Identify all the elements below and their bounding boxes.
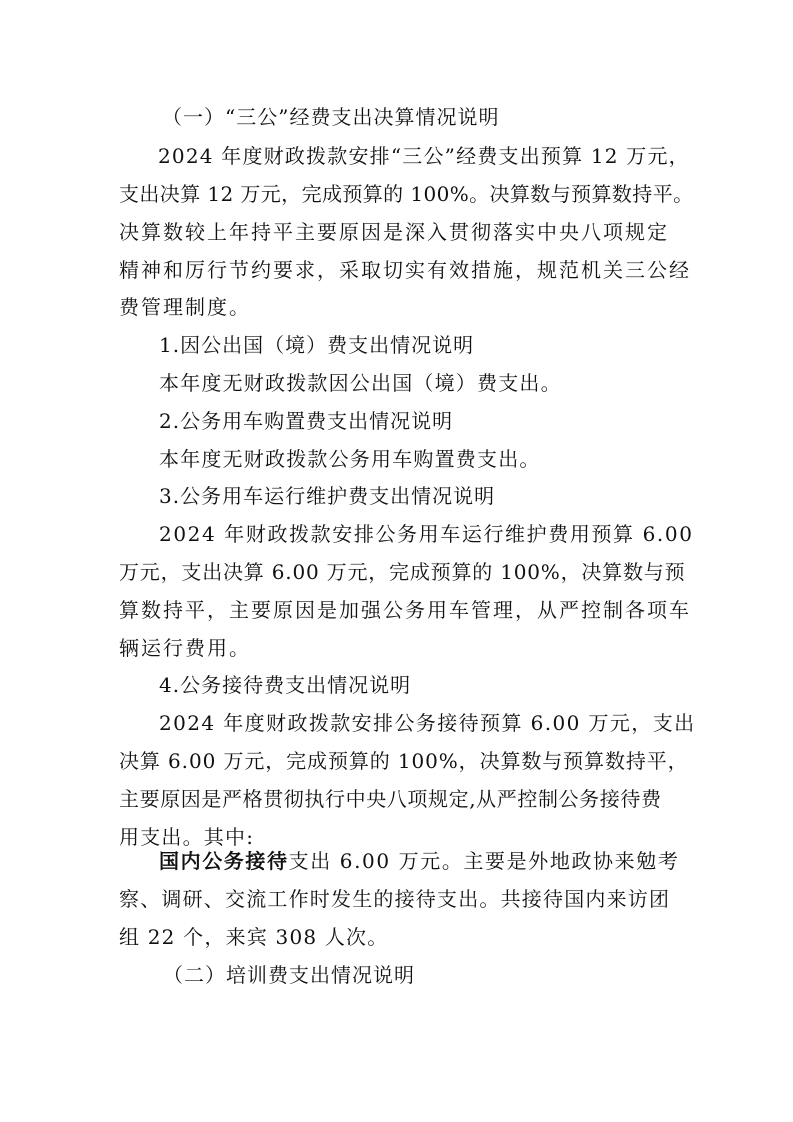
section-heading-training: （二）培训费支出情况说明	[163, 963, 415, 987]
section-heading-three-public: （一）“三公”经费支出决算情况说明	[162, 105, 500, 129]
subheading-overseas-travel: 1.因公出国（境）费支出情况说明	[159, 333, 475, 357]
paragraph-line: 支出决算 12 万元，完成预算的 100%。决算数与预算数持平。	[119, 182, 694, 206]
paragraph-line: 察、调研、交流工作时发生的接待支出。共接待国内来访团	[119, 887, 671, 911]
subheading-vehicle-purchase: 2.公务用车购置费支出情况说明	[159, 409, 454, 433]
paragraph-line: 2024 年财政拨款安排公务用车运行维护费用预算 6.00	[159, 522, 694, 546]
subheading-reception: 4.公务接待费支出情况说明	[159, 673, 412, 697]
paragraph-line: 决算数较上年持平主要原因是深入贯彻落实中央八项规定	[119, 220, 669, 244]
domestic-reception-text: 支出 6.00 万元。主要是外地政协来勉考	[288, 849, 680, 873]
paragraph-line: 主要原因是严格贯彻执行中央八项规定,从严控制公务接待费	[119, 787, 662, 811]
paragraph-line: 2024 年度财政拨款安排“三公”经费支出预算 12 万元，	[158, 144, 690, 168]
paragraph-line: 精神和厉行节约要求，采取切实有效措施，规范机关三公经	[119, 258, 691, 282]
paragraph-line: 2024 年度财政拨款安排公务接待预算 6.00 万元，支出	[159, 711, 696, 735]
paragraph-line: 用支出。其中:	[119, 825, 255, 849]
paragraph-line: 费管理制度。	[119, 295, 251, 319]
paragraph-line: 辆运行费用。	[119, 636, 251, 660]
paragraph-line: 组 22 个，来宾 308 人次。	[119, 925, 389, 949]
domestic-reception-label: 国内公务接待	[159, 849, 289, 873]
paragraph-line: 本年度无财政拨款因公出国（境）费支出。	[159, 371, 562, 395]
domestic-reception-line	[159, 847, 679, 875]
subheading-vehicle-operation: 3.公务用车运行维护费支出情况说明	[159, 484, 496, 508]
paragraph-line: 万元，支出决算 6.00 万元，完成预算的 100%，决算数与预	[119, 560, 686, 584]
paragraph-line: 本年度无财政拨款公务用车购置费支出。	[159, 447, 541, 471]
paragraph-line: 决算 6.00 万元，完成预算的 100%，决算数与预算数持平，	[119, 749, 689, 773]
paragraph-line: 算数持平，主要原因是加强公务用车管理，从严控制各项车	[119, 598, 691, 622]
